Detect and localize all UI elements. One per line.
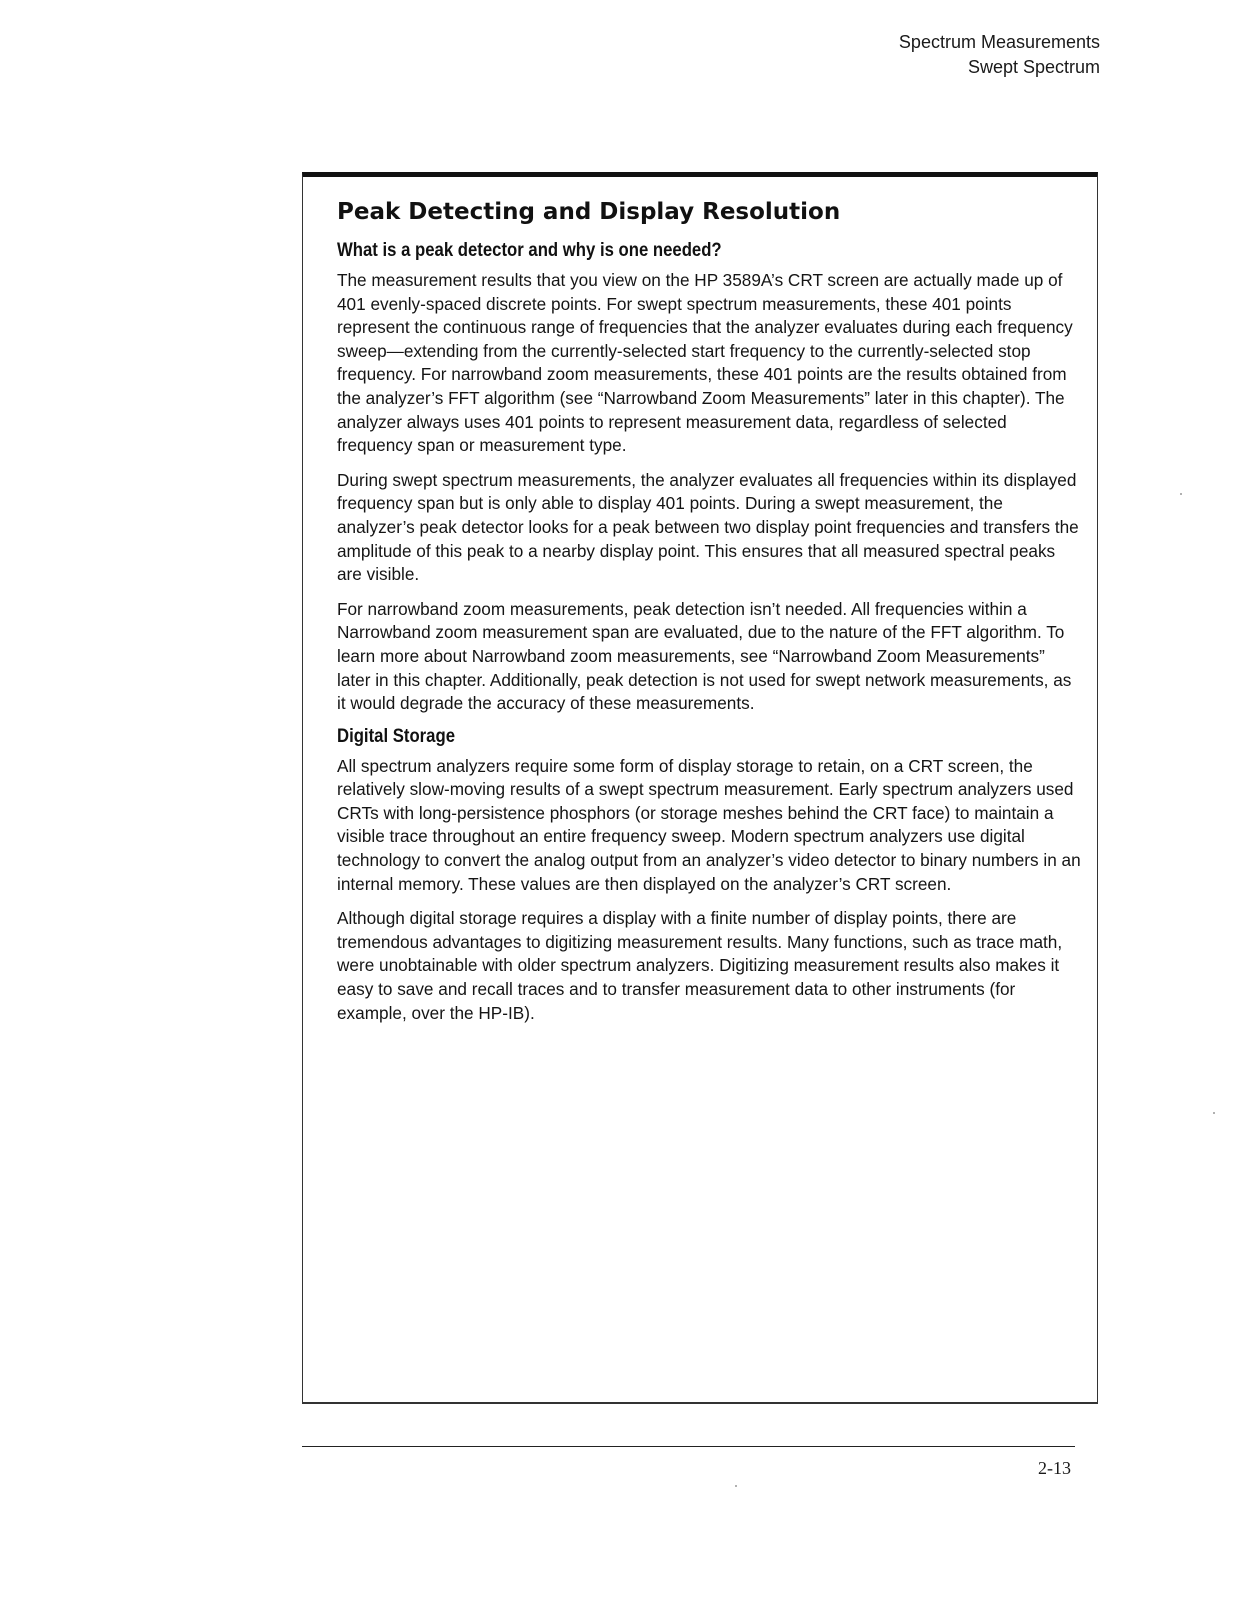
section-name: Swept Spectrum: [967, 57, 1100, 77]
section-title: Peak Detecting and Display Resolution: [337, 199, 841, 225]
paragraph: During swept spectrum measurements, the analyzer evaluates all frequencies within its displayed frequency span but is only able to display 401 points. During a swept measurement, the analyzer’s peak detector looks for a peak between two display point frequencies and transfers the amplitude of this peak to a nearby display point. This ensures that all measured spectral peaks are visible.: [337, 469, 1079, 585]
paragraph: For narrowband zoom measurements, peak detection isn’t needed. All frequencies within a Narrowband zoom measurement span are evaluated, due to the nature of the FFT algorithm. To learn more about Narrowband zoom measurements, see “Narrowband Zoom Measurements” later in this chapter. Additionally, peak detection is not used for swept network measurements, as it would degrade the accuracy of these measurements.: [337, 598, 1072, 714]
paragraph: The measurement results that you view on the HP 3589A’s CRT screen are actually made up of 401 evenly-spaced discrete points. For swept spectrum measurements, these 401 points represent the continuous range of frequencies that the analyzer evaluates during each frequency sweep—extending from the currently-selected start frequency to the currently-selected stop frequency. For narrowband zoom measurements, these 401 points are the results obtained from the analyzer’s FFT algorithm (see “Narrowband Zoom Measurements” later in this chapter). The analyzer always uses 401 points to represent measurement data, regardless of selected frequency span or measurement type.: [337, 270, 1073, 456]
content-body: [337, 197, 1082, 1036]
paragraph: Although digital storage requires a display with a finite number of display points, there are tremendous advantages to digitizing measurement results. Many functions, such as trace math, were unobtainable with older spectrum analyzers. Digitizing measurement results also makes it easy to save and recall traces and to transfer measurement data to other instruments (for example, over the HP-IB).: [337, 908, 1063, 1023]
chapter-title: Spectrum Measurements: [898, 32, 1100, 52]
scan-speck: [1213, 1112, 1215, 1114]
scan-speck: [1180, 493, 1182, 495]
scan-speck: [735, 1485, 737, 1487]
footer-rule: [302, 1446, 1075, 1447]
subsection-heading-digital-storage: Digital Storage: [337, 725, 455, 747]
subsection-heading-peak-detector: What is a peak detector and why is one needed?: [337, 240, 722, 261]
running-header: [899, 30, 1100, 80]
content-box: [302, 172, 1098, 1404]
paragraph: All spectrum analyzers require some form of display storage to retain, on a CRT screen, the relatively slow-moving results of a swept spectrum measurement. Early spectrum analyzers used CRTs with long-persistence phosphors (or storage meshes behind the CRT face) to maintain a visible trace throughout an entire frequency sweep. Modern spectrum analyzers use digital technology to convert the analog output from an analyzer’s video detector to binary numbers in an internal memory. These values are then displayed on the analyzer’s CRT screen.: [337, 755, 1081, 894]
page-number: 2-13: [1038, 1458, 1071, 1478]
